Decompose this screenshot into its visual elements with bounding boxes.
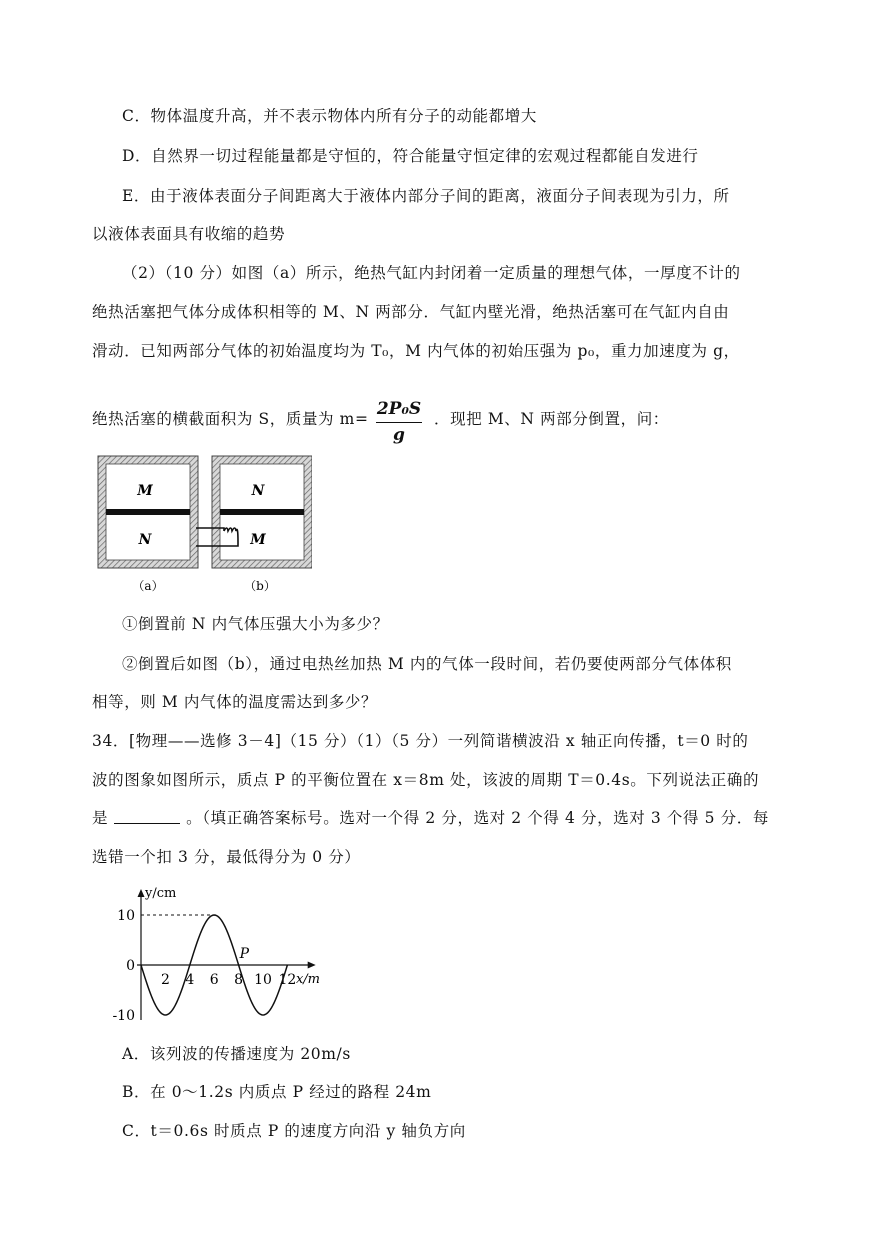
option-e-line1: E．由于液体表面分子间距离大于液体内部分子间的距离，液面分子间表现为引力，所 — [122, 187, 730, 205]
piston-a — [106, 509, 190, 515]
y-axis-label: y/cm — [145, 886, 177, 901]
option-b: B．在 0～1.2s 内质点 P 经过的路程 24m — [122, 1083, 432, 1101]
option-e-line2: 以液体表面具有收缩的趋势 — [92, 225, 286, 243]
label-a-top: M — [137, 483, 153, 499]
point-p-label: P — [239, 946, 250, 962]
q34-line3-start: 是 — [92, 809, 109, 827]
q34-line3 — [92, 806, 769, 828]
cylinder-figure — [92, 452, 312, 598]
caption-b: （b） — [244, 579, 276, 593]
q34-line2: 波的图象如图所示，质点 P 的平衡位置在 x＝8m 处，该波的周期 T＝0.4s。下列说法正确的 — [92, 771, 760, 789]
answer-blank — [114, 823, 180, 824]
q34-line4: 选错一个扣 3 分，最低得分为 0 分） — [92, 848, 361, 866]
caption-a: （a） — [132, 579, 164, 593]
option-c: C．物体温度升高，并不表示物体内所有分子的动能都增大 — [122, 107, 537, 125]
label-b-top: N — [251, 483, 265, 499]
part2-line1: （2）（10 分）如图（a）所示，绝热气缸内封闭着一定质量的理想气体，一厚度不计的 — [122, 264, 741, 282]
x-tick-label: 12 — [278, 972, 297, 988]
q34-line3-rest: 。（填正确答案标号。选对一个得 2 分，选对 2 个得 4 分，选对 3 个得 5 分．每 — [186, 809, 769, 827]
option-a: A．该列波的传播速度为 20m/s — [122, 1045, 351, 1063]
x-tick-label: 2 — [160, 972, 170, 988]
y-tick-label: 0 — [126, 958, 135, 974]
q34-line1: 34．[物理——选修 3－4]（15 分）（1）（5 分）一列简谐横波沿 x 轴正向传播，t＝0 时的 — [92, 732, 749, 750]
x-axis-label: x/m — [295, 972, 320, 987]
label-a-bottom: N — [138, 532, 152, 548]
option-d: D．自然界一切过程能量都是守恒的，符合能量守恒定律的宏观过程都能自发进行 — [122, 147, 699, 165]
x-tick-label: 4 — [185, 972, 195, 988]
mass-fraction — [376, 399, 422, 445]
part2-line4-left: 绝热活塞的横截面积为 S，质量为 m= — [92, 410, 369, 428]
part2-line2: 绝热活塞把气体分成体积相等的 M、N 两部分．气缸内壁光滑，绝热活塞可在气缸内自由 — [92, 303, 730, 321]
x-tick-label: 6 — [209, 972, 219, 988]
piston-b — [220, 509, 304, 515]
part2-line4-right: ．现把 M、N 两部分倒置，问： — [434, 410, 669, 428]
cylinder-a — [98, 456, 198, 568]
wave-chart — [100, 880, 380, 1030]
label-b-bottom: M — [250, 532, 266, 548]
option-c-q34: C．t＝0.6s 时质点 P 的速度方向沿 y 轴负方向 — [122, 1122, 466, 1140]
x-axis-arrow — [308, 962, 316, 969]
x-tick-label: 10 — [254, 972, 272, 988]
sub-question-2-line2: 相等，则 M 内气体的温度需达到多少？ — [92, 693, 378, 711]
part2-line3: 滑动．已知两部分气体的初始温度均为 T₀，M 内气体的初始压强为 p₀，重力加速度为 g， — [92, 342, 740, 360]
sub-question-2-line1: ②倒置后如图（b），通过电热丝加热 M 内的气体一段时间，若仍要使两部分气体体积 — [122, 655, 732, 673]
y-axis-arrow — [138, 889, 145, 897]
sub-question-1: ①倒置前 N 内气体压强大小为多少？ — [122, 615, 389, 633]
cylinder-b — [212, 456, 312, 568]
x-tick-label: 8 — [234, 972, 244, 988]
y-tick-label: 10 — [117, 908, 135, 924]
fraction-numerator: 2P₀S — [376, 399, 422, 423]
y-tick-label: -10 — [112, 1008, 135, 1024]
fraction-denominator: g — [393, 425, 405, 445]
